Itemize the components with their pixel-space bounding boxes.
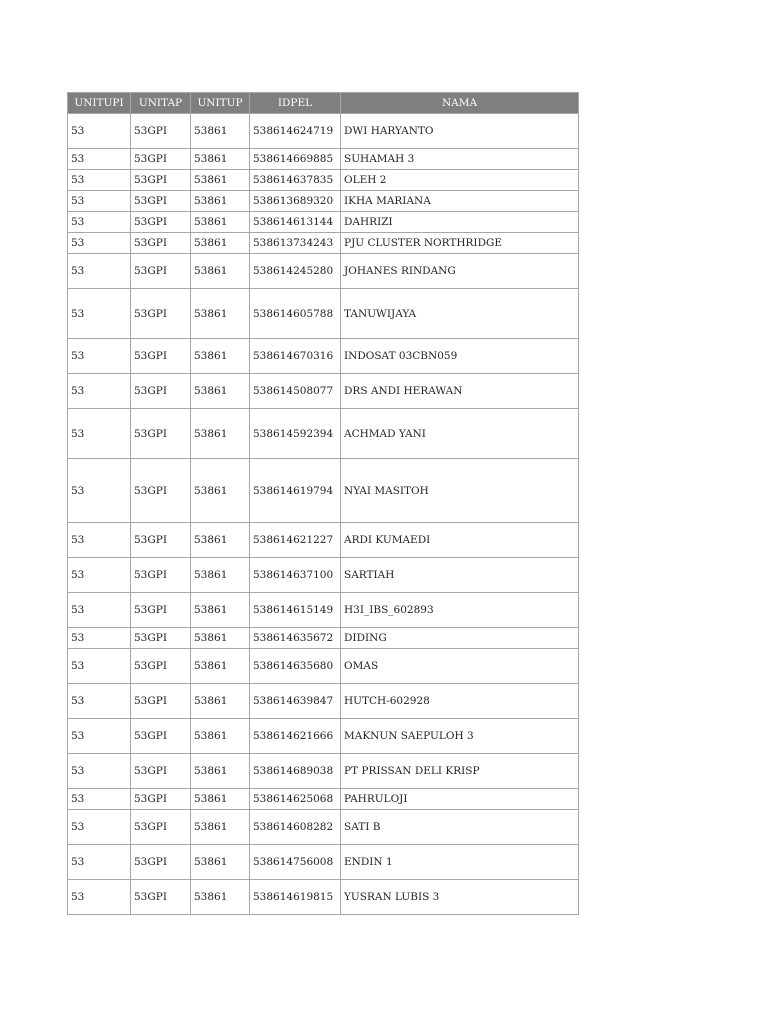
cell-unitupi: 53 [68,880,131,915]
cell-nama: PJU CLUSTER NORTHRIDGE [341,233,579,254]
cell-unitap: 53GPI [131,558,191,593]
table-row [68,880,579,915]
cell-unitap: 53GPI [131,114,191,149]
cell-nama: HUTCH-602928 [341,684,579,719]
cell-unitupi: 53 [68,191,131,212]
cell-nama: PAHRULOJI [341,789,579,810]
cell-unitup: 53861 [191,558,250,593]
cell-idpel: 538614669885 [250,149,341,170]
cell-unitap: 53GPI [131,409,191,459]
cell-nama: TANUWIJAYA [341,289,579,339]
table-row [68,558,579,593]
cell-idpel: 538614670316 [250,339,341,374]
cell-unitap: 53GPI [131,149,191,170]
cell-unitup: 53861 [191,254,250,289]
table-row [68,754,579,789]
cell-unitap: 53GPI [131,684,191,719]
table-row [68,149,579,170]
cell-unitup: 53861 [191,149,250,170]
cell-idpel: 538614637835 [250,170,341,191]
table-row [68,459,579,523]
cell-unitap: 53GPI [131,810,191,845]
cell-idpel: 538614625068 [250,789,341,810]
cell-unitup: 53861 [191,845,250,880]
cell-nama: OLEH 2 [341,170,579,191]
cell-nama: H3I_IBS_602893 [341,593,579,628]
cell-unitupi: 53 [68,684,131,719]
cell-unitap: 53GPI [131,719,191,754]
cell-idpel: 538614639847 [250,684,341,719]
cell-nama: NYAI MASITOH [341,459,579,523]
table-row [68,810,579,845]
table-row [68,649,579,684]
cell-unitup: 53861 [191,289,250,339]
cell-nama: IKHA MARIANA [341,191,579,212]
header-unitup: UNITUP [191,93,250,114]
table-row [68,845,579,880]
cell-unitupi: 53 [68,649,131,684]
table-row [68,523,579,558]
cell-unitupi: 53 [68,789,131,810]
cell-unitap: 53GPI [131,754,191,789]
cell-unitup: 53861 [191,880,250,915]
cell-unitap: 53GPI [131,459,191,523]
cell-nama: INDOSAT 03CBN059 [341,339,579,374]
cell-idpel: 538614619794 [250,459,341,523]
cell-unitup: 53861 [191,593,250,628]
cell-unitup: 53861 [191,810,250,845]
cell-unitap: 53GPI [131,339,191,374]
cell-nama: ENDIN 1 [341,845,579,880]
cell-unitupi: 53 [68,845,131,880]
cell-unitup: 53861 [191,114,250,149]
cell-idpel: 538614508077 [250,374,341,409]
cell-idpel: 538614624719 [250,114,341,149]
cell-unitupi: 53 [68,593,131,628]
table-row [68,593,579,628]
cell-nama: SUHAMAH 3 [341,149,579,170]
cell-unitup: 53861 [191,649,250,684]
cell-idpel: 538614615149 [250,593,341,628]
table-row [68,191,579,212]
cell-unitupi: 53 [68,810,131,845]
cell-nama: ACHMAD YANI [341,409,579,459]
cell-unitupi: 53 [68,233,131,254]
cell-nama: DWI HARYANTO [341,114,579,149]
header-nama: NAMA [341,93,579,114]
table-row [68,374,579,409]
header-unitupi: UNITUPI [68,93,131,114]
table-row [68,628,579,649]
cell-unitupi: 53 [68,339,131,374]
table-row [68,114,579,149]
cell-unitupi: 53 [68,719,131,754]
cell-unitup: 53861 [191,191,250,212]
cell-idpel: 538614637100 [250,558,341,593]
cell-unitupi: 53 [68,628,131,649]
cell-unitupi: 53 [68,409,131,459]
table-row [68,254,579,289]
cell-idpel: 538614592394 [250,409,341,459]
cell-idpel: 538614605788 [250,289,341,339]
cell-unitupi: 53 [68,114,131,149]
cell-nama: DRS ANDI HERAWAN [341,374,579,409]
cell-unitup: 53861 [191,684,250,719]
cell-unitup: 53861 [191,459,250,523]
cell-unitap: 53GPI [131,880,191,915]
cell-unitap: 53GPI [131,845,191,880]
cell-nama: OMAS [341,649,579,684]
cell-unitupi: 53 [68,254,131,289]
cell-unitupi: 53 [68,170,131,191]
cell-idpel: 538614689038 [250,754,341,789]
cell-unitup: 53861 [191,170,250,191]
cell-nama: SARTIAH [341,558,579,593]
cell-idpel: 538614245280 [250,254,341,289]
cell-unitupi: 53 [68,754,131,789]
cell-idpel: 538614756008 [250,845,341,880]
cell-nama: DAHRIZI [341,212,579,233]
cell-idpel: 538613689320 [250,191,341,212]
cell-idpel: 538614635680 [250,649,341,684]
cell-unitup: 53861 [191,628,250,649]
cell-nama: PT PRISSAN DELI KRISP [341,754,579,789]
table-row [68,684,579,719]
cell-unitup: 53861 [191,789,250,810]
cell-unitup: 53861 [191,212,250,233]
cell-unitap: 53GPI [131,593,191,628]
cell-unitupi: 53 [68,558,131,593]
cell-idpel: 538614613144 [250,212,341,233]
cell-idpel: 538614619815 [250,880,341,915]
table-row [68,233,579,254]
cell-unitap: 53GPI [131,789,191,810]
cell-unitap: 53GPI [131,523,191,558]
table-row [68,170,579,191]
customer-table [67,92,579,915]
cell-unitupi: 53 [68,149,131,170]
cell-unitupi: 53 [68,374,131,409]
header-idpel: IDPEL [250,93,341,114]
cell-unitupi: 53 [68,289,131,339]
cell-unitup: 53861 [191,233,250,254]
cell-idpel: 538613734243 [250,233,341,254]
cell-nama: MAKNUN SAEPULOH 3 [341,719,579,754]
cell-nama: SATI B [341,810,579,845]
cell-unitupi: 53 [68,523,131,558]
cell-nama: DIDING [341,628,579,649]
cell-unitap: 53GPI [131,212,191,233]
header-unitap: UNITAP [131,93,191,114]
cell-unitup: 53861 [191,523,250,558]
cell-unitup: 53861 [191,719,250,754]
cell-unitupi: 53 [68,459,131,523]
table-row [68,339,579,374]
cell-nama: JOHANES RINDANG [341,254,579,289]
cell-unitupi: 53 [68,212,131,233]
cell-idpel: 538614635672 [250,628,341,649]
cell-unitap: 53GPI [131,374,191,409]
table-row [68,212,579,233]
cell-unitap: 53GPI [131,170,191,191]
header-row [68,93,579,114]
cell-nama: ARDI KUMAEDI [341,523,579,558]
cell-unitap: 53GPI [131,649,191,684]
cell-unitup: 53861 [191,374,250,409]
cell-unitup: 53861 [191,754,250,789]
table-row [68,409,579,459]
cell-unitap: 53GPI [131,233,191,254]
cell-unitap: 53GPI [131,191,191,212]
table-row [68,719,579,754]
cell-nama: YUSRAN LUBIS 3 [341,880,579,915]
cell-idpel: 538614621227 [250,523,341,558]
cell-idpel: 538614621666 [250,719,341,754]
table-row [68,789,579,810]
cell-unitap: 53GPI [131,628,191,649]
table-row [68,289,579,339]
cell-unitup: 53861 [191,409,250,459]
cell-unitap: 53GPI [131,289,191,339]
cell-unitap: 53GPI [131,254,191,289]
cell-unitup: 53861 [191,339,250,374]
cell-idpel: 538614608282 [250,810,341,845]
